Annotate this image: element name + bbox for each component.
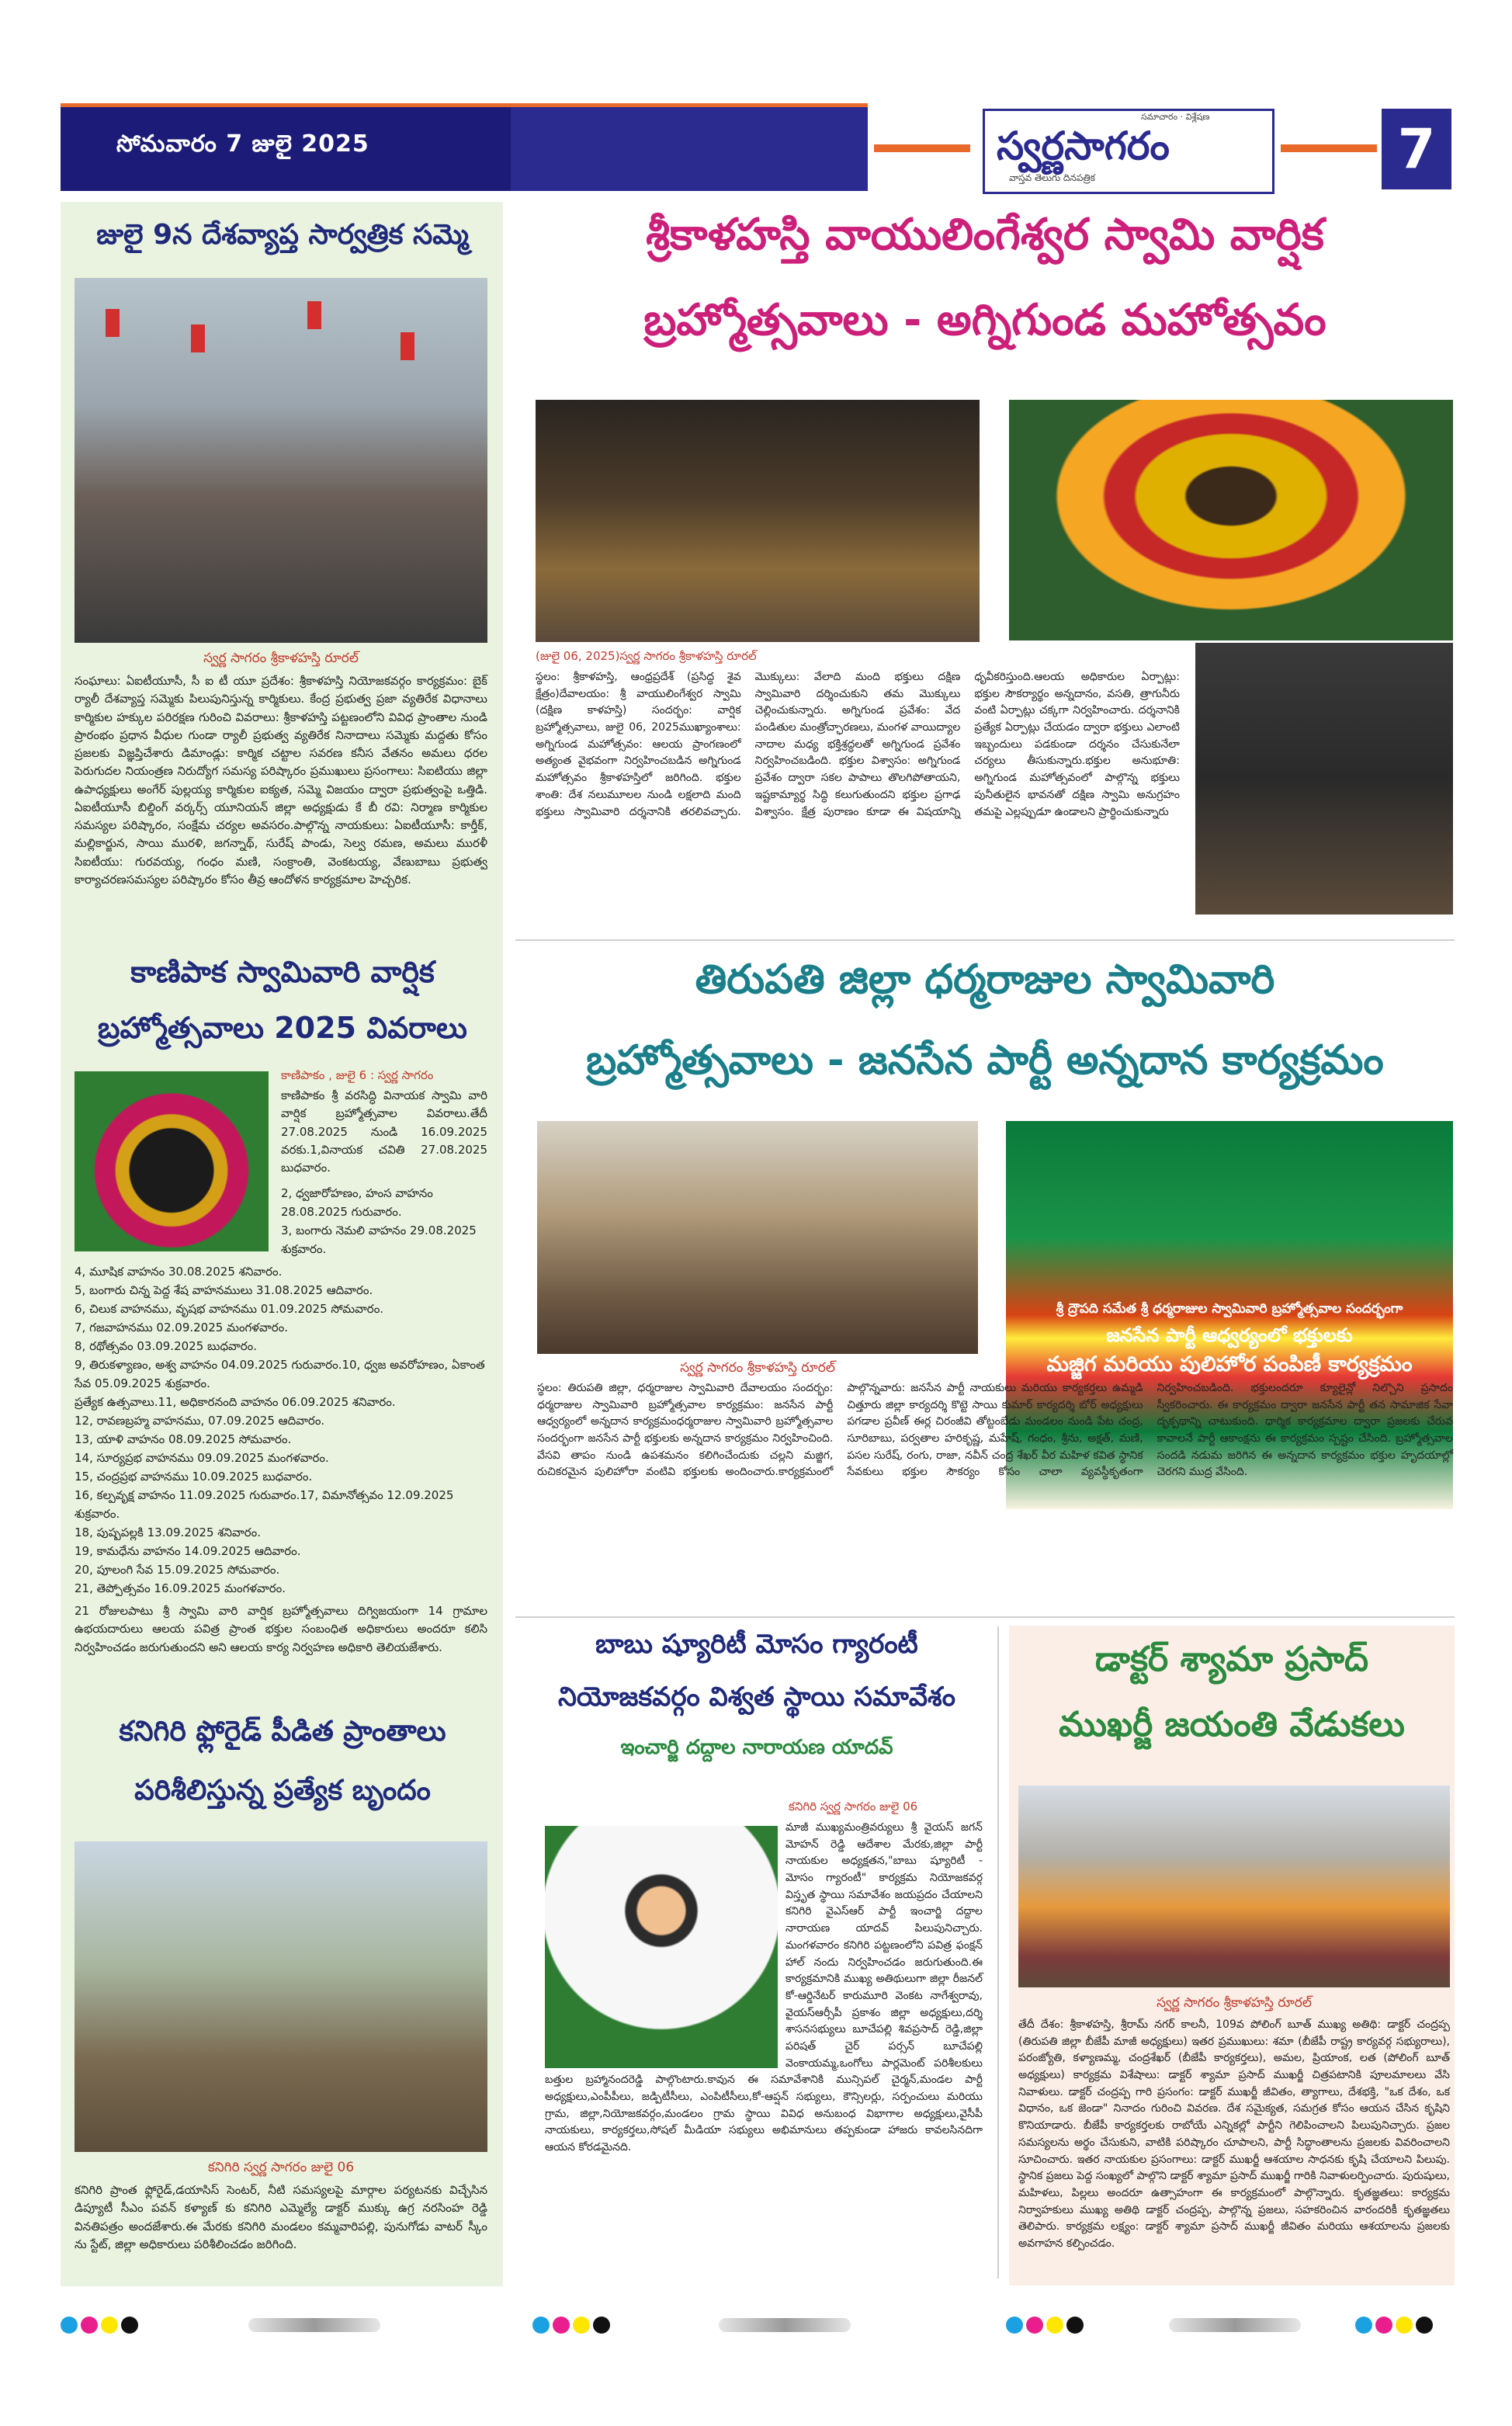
yellow-dot <box>1396 2317 1413 2334</box>
flag-icon <box>307 301 321 329</box>
mukherjee-body: తేదీ దేశం: శ్రీకాళహస్తి, శ్రీరామ్ నగర్ కాలనీ, 109వ పోలింగ్ బూత్ ముఖ్య అతిథి: డాక్టర్ చంద్రప్ప (తిరుపతి జిల్లా బీజేపీ మాజీ అధ్యక్షులు) ఇతర ప్రముఖులు: శమా (బీజేపీ రాష్ట్ర కార్యవర్గ సభ్యురాలు), పరంజ్యోతి, కళ్యాణమ్మ, చంద్రశేఖర్ (బీజేపీ కార్యకర్తలు), అమల, ప్రియాంక, లత (పోలింగ్ బూత్ అధ్యక్షులు) కార్యక్రమ విశేషాలు: డాక్టర్ శ్యామా ప్రసాద్ ముఖర్జీ చిత్రపటానికి పూలమాలలు వేసి నివాళులు. డాక్టర్ చంద్రప్ప గారి ప్రసంగం: డాక్టర్ ముఖర్జీ జీవితం, త్యాగాలు, దేశభక్తి, "ఒక దేశం, ఒక విధానం, ఒక జెండా" నినాదం గురించి వివరణ. దేశ సమైక్యత, సమగ్రత కోసం ఆయన చేసిన కృషిని కొనియాడారు. బీజేపీ కార్యకర్తలకు రాబోయే ఎన్నికల్లో పార్టీని గెలిపించాలని పిలుపునిచ్చారు. ప్రజల సమస్యలను అర్థం చేసుకుని, వాటికి పరిష్కారం చూపాలని, పార్టీ సిద్ధాంతాలను ప్రజలకు వివరించాలని సూచించారు. ఇతర నాయకుల ప్రసంగాలు: డాక్టర్ ముఖర్జీ ఆశయాల సాధనకు కృషి చేయాలని పిలుపు. స్థానిక ప్రజలు పెద్ద సంఖ్యలో పాల్గొని డాక్టర్ శ్యామా ప్రసాద్ ముఖర్జీ గారికి నివాళులర్పించారు. పురుషులు, మహిళలు, పిల్లలు అందరూ ఉత్సాహంగా ఈ కార్యక్రమంలో పాల్గొన్నారు. కృతజ్ఞతలు: కార్యక్రమ నిర్వాహకులు ముఖ్య అతిథి డాక్టర్ చంద్రప్ప, పాల్గొన్న ప్రజలు, సహకరించిన వారందరికీ కృతజ్ఞతలు తెలిపారు. కార్యక్రమ లక్ష్యం: డాక్టర్ శ్యామా ప్రసాద్ ముఖర్జీ జీవితం మరియు ఆశయాలను ప్రజలకు అవగాహన కల్పించడం. <box>1018 2018 1450 2250</box>
list-item: 19, కామధేను వాహనం 14.09.2025 ఆదివారం. <box>75 1544 301 1558</box>
cyan-dot <box>532 2317 550 2334</box>
list-item: 13, యాళి వాహనం 08.09.2025 సోమవారం. <box>75 1432 292 1446</box>
black-dot <box>593 2317 610 2334</box>
list-item: 21, తెప్పోత్సవం 16.09.2025 మంగళవారం. <box>75 1581 286 1595</box>
mukherjee-headline-2: ముఖర్జీ జయంతి వేడుకలు <box>1059 1705 1405 1744</box>
list-item: 6, చిలుక వాహనము, వృషభ వాహనము 01.09.2025 సోమవారం. <box>75 1302 384 1316</box>
srikalahasti-dateline: (జులై 06, 2025)స్వర్ణ సాగరం శ్రీకాళహస్తి రూరల్ <box>536 649 757 663</box>
section-divider <box>515 939 1455 941</box>
yellow-dot <box>1046 2317 1063 2334</box>
flag-icon <box>401 332 414 360</box>
masthead-tagline: సమాచారం · విశ్లేషణ <box>1141 112 1210 122</box>
masthead-title: స్వర్ణసాగరం <box>997 123 1170 168</box>
strike-headline: జులై 9న దేశవ్యాప్త సార్వత్రిక సమ్మె <box>96 219 469 251</box>
babu-headline-1: బాబు ష్యూరిటీ మోసం గ్యారంటీ <box>595 1629 918 1660</box>
black-dot <box>1416 2317 1433 2334</box>
strike-body: సంఘాలు: ఏఐటీయూసీ, సీ ఐ టీ యూ ప్రదేశం: శ్రీకాళహస్తి నియోజకవర్గం కార్యక్రమం: బైక్ ర్యాలీ దేశవ్యాప్త సమ్మెకు పిలుపునిస్తున్న కార్మికులు. కేంద్ర ప్రభుత్వ ప్రజా వ్యతిరేక విధానాలు కార్మికుల హక్కుల పరిరక్షణ గురించి వివరాలు: శ్రీకాళహస్తి పట్టణంలోని వివిధ ప్రాంతాల నుండి ప్రారంభం ప్రధాన వీధుల గుండా ర్యాలీ ప్రభుత్వ వ్యతిరేక నినాదాలు సమ్మెకు మద్దతు కోసం ప్రజలకు విజ్ఞప్తిచేశారు డిమాండ్లు: కార్మిక చట్టాల సవరణ కనీస వేతనం అమలు ధరల పెరుగుదల నియంత్రణ నిరుద్యోగ సమస్య పరిష్కారం ప్రముఖులు ప్రసంగాలు: సిఐటియు జిల్లా ఉపాధ్యక్షులు అంగేర్ పుల్లయ్య కార్మికుల ఐక్యత, సమ్మె విజయం ద్వారా ప్రభుత్వంపై ఒత్తిడి. ఏఐటీయూసీ బిల్డింగ్ వర్కర్స్ యూనియన్ జిల్లా అధ్యక్షుడు కే బీ రవి: నిర్మాణ కార్మికుల సమస్యల పరిష్కారం, సంక్షేమ చర్యల అవసరం.పాల్గొన్న నాయకులు: ఏఐటీయూసీ: కార్తీక్, మల్లికార్జున, సాయి మురళి, జగన్నాథ్, సురేష్ పాండు, సెల్వ రమణ, అమలు మురళీ సిఐటీయు: గురవయ్య, గంధం మణి, సంక్రాంతి, వెంకటయ్య, వేణుబాబు ప్రభుత్వ కార్యాచరణసమస్యల పరిష్కారం కోసం తీవ్ర ఆందోళన కార్యక్రమాల హెచ్చరిక. <box>75 674 487 887</box>
list-item: 9, తిరుకళ్యాణం, అశ్వ వాహనం 04.09.2025 గురువారం.10, ధ్వజ అవరోహణం, ఏకాంత సేవ 05.09.2025 శుక్రవారం. <box>75 1358 485 1390</box>
kanipakam-closing: 21 రోజులపాటు శ్రీ స్వామి వారి వార్షిక బ్రహ్మోత్సవాలు దిగ్విజయంగా 14 గ్రామాల ఉభయదారులు ఆలయ పవిత్ర ప్రాంత భక్తుల సంబంధిత అధికారులు అందరూ కలిసి నిర్వహించడం జరుగుతుందని అని ఆలయ కార్య నిర్వహణ అధికారి తెలియజేశారు. <box>75 1604 487 1654</box>
fire-walk-photo[interactable] <box>1195 643 1453 915</box>
list-item: 5, బంగారు చిన్న పెద్ద శేష వాహనములు 31.08.2025 ఆదివారం. <box>75 1283 373 1297</box>
gray-scale-bar <box>719 2318 851 2332</box>
page-number: 7 <box>1382 109 1451 189</box>
list-item: ప్రత్యేక ఉత్సవాలు.11, అధికారనంది వాహనం 06.09.2025 శనివారం. <box>75 1395 396 1409</box>
magenta-dot <box>1375 2317 1392 2334</box>
agnigunda-photo[interactable] <box>536 400 980 642</box>
list-item: 16, కల్పవృక్ష వాహనం 11.09.2025 గురువారం.17, విమానోత్సవం 12.09.2025 శుక్రవారం. <box>75 1488 454 1521</box>
mukherjee-caption: స్వర్ణ సాగరం శ్రీకాళహస్తి రూరల్ <box>1157 1995 1312 2011</box>
mukherjee-headline-1: డాక్టర్ శ్యామా ప్రసాద్ <box>1094 1640 1369 1679</box>
list-item: 14, సూర్యప్రభ వాహనము 09.09.2025 మంగళవారం. <box>75 1451 329 1465</box>
magenta-dot <box>81 2317 98 2334</box>
ganesha-photo[interactable] <box>75 1071 269 1251</box>
janasena-headline-1: తిరుపతి జిల్లా ధర్మరాజుల స్వామివారి <box>695 956 1275 1003</box>
registration-marks <box>0 2313 1512 2376</box>
gray-scale-bar <box>1169 2318 1301 2332</box>
masthead-subtitle: వాస్తవ తెలుగు దినపత్రిక <box>1009 172 1096 183</box>
kanigiri-inspection-photo[interactable] <box>75 1841 487 2152</box>
banner-line-3: మజ్జిగ మరియు పులిహోర పంపిణీ కార్యక్రమం <box>1046 1352 1413 1376</box>
cyan-dot <box>61 2317 78 2334</box>
flag-icon <box>191 325 205 352</box>
column-divider <box>997 1626 999 2278</box>
kanigiri-body: కనిగిరి ప్రాంత ఫ్లోరైడ్,డయాసిస్ సెంటర్, నీటి సమస్యలపై మార్గాల పర్యటనకు విచ్చేసిన డిప్యూటీ సీఎం పవన్ కళ్యాణ్ కు కనిగిరి ఎమ్మెల్యే డాక్టర్ ముక్కు ఉగ్ర నరసింహ రెడ్డి వినతిపత్రం అందజేశారు.ఈ మేరకు కనిగిరి మండలం కమ్మవారిపల్లి, పునుగోడు వాటర్ స్కీం ను స్టేట్, జిల్లా అధికారులు పరిశీలించడం జరిగింది. <box>75 2183 487 2251</box>
banner-line-1: శ్రీ ద్రౌపది సమేత శ్రీ ధర్మరాజుల స్వామివారి బ్రహ్మోత్సవాల సందర్భంగా <box>1056 1301 1403 1317</box>
kanipakam-dateline: కాణిపాకం , జులై 6 : స్వర్ణ సాగరం <box>281 1068 434 1082</box>
magenta-dot <box>553 2317 570 2334</box>
kanipakam-intro: కాణిపాకం శ్రీ వరసిద్ధి వినాయక స్వామి వారి వార్షిక బ్రహ్మోత్సవాల వివరాలు.తేదీ 27.08.2025 నుండి 16.09.2025 వరకు.1,వినాయక చవితి 27.08.2025 బుధవారం. <box>281 1088 487 1175</box>
mukherjee-tribute-photo[interactable] <box>1018 1786 1450 1987</box>
issue-date: సోమవారం 7 జులై 2025 <box>116 130 369 158</box>
babu-body-text: మాజీ ముఖ్యమంత్రివర్యులు శ్రీ వైయస్ జగన్ మోహన్ రెడ్డి ఆదేశాల మేరకు,జిల్లా పార్టీ నాయకుల అధ్యక్షతన,"బాబు ష్యూరిటీ - మోసం గ్యారంటీ" కార్యక్రమ నియోజకవర్గ విస్తృత స్థాయి సమావేశం జయప్రదం చేయాలని కనిగిరి వైఎస్ఆర్ పార్టీ ఇంచార్జి దద్దాల నారాయణ యాదవ్ పిలుపునిచ్చారు. మంగళవారం కనిగిరి పట్టణంలోని పవిత్ర ఫంక్షన్ హాల్ నందు నిర్వహించడం జరుగుతుంది.ఈ కార్యక్రమానికి ముఖ్య అతిథులుగా జిల్లా రీజనల్ కో-ఆర్డినేటర్ కారుమూరి వెంకట నాగేశ్వరావు, వైయస్ఆర్సీపీ ప్రకాశం జిల్లా అధ్యక్షులు,దర్శి శాసనసభ్యులు బూచేపల్లి శివప్రసాద్ రెడ్డి,జిల్లా పరిషత్ చైర్ పర్సన్ బూచేపల్లి వెంకాయమ్మ,ఒంగోలు పార్లమెంట్ పరిశీలకులు బత్తుల బ్రహ్మానందరెడ్డి పాల్గొంటారు.కావున ఈ సమావేశానికి మున్సిపల్ చైర్మన్,మండల పార్టీ అధ్యక్షులు,ఎంపీపీలు, జడ్పిటీసీలు, ఎంపిటీసీలు,కో-ఆప్షన్ సభ్యులు, కౌన్సిలర్లు, సర్పంచులు మరియు గ్రామ, జిల్లా,నియోజకవర్గం,మండలం గ్రామ స్థాయి వివిధ అనుబంధ విభాగాల అధ్యక్షులు,వైసీపీ నాయకులు, కార్యకర్తలు,సోషల్ మీడియా సభ్యులు అభిమానులు తప్పకుండా హాజరు కావలసినదిగా ఆయన కోరడమైనది. <box>545 1821 983 2154</box>
gray-scale-bar <box>248 2318 380 2332</box>
babu-subtitle: ఇంచార్జి దద్దాల నారాయణ యాదవ్ <box>620 1736 893 1759</box>
strike-caption: స్వర్ణ సాగరం శ్రీకాళహస్తి రూరల్ <box>203 651 359 666</box>
flag-icon <box>106 309 120 337</box>
kanigiri-headline-2: పరిశీలిస్తున్న ప్రత్యేక బృందం <box>134 1775 431 1806</box>
header-divider-right <box>1281 144 1377 152</box>
cyan-dot <box>1006 2317 1023 2334</box>
janasena-caption: స్వర్ణ సాగరం శ్రీకాళహస్తి రూరల్ <box>680 1360 835 1376</box>
janasena-body: స్థలం: తిరుపతి జిల్లా, ధర్మరాజుల స్వామివారి దేవాలయం సందర్భం: ధర్మరాజుల స్వామివారి బ్రహ్మోత్సవాల కార్యక్రమం: జనసేన పార్టీ ఆధ్వర్యంలో అన్నదాన కార్యక్రమంధర్మరాజుల స్వామివారి బ్రహ్మోత్సవాల సందర్భంగా జనసేన పార్టీ భక్తులకు అన్నదాన కార్యక్రమం నిర్వహించింది. వేసవి తాపం నుండి ఉపశమనం కలిగించేందుకు చల్లని మజ్జిగ, రుచికరమైన పులిహోరా వంటివి భక్తులకు అందించారు.కార్యక్రమంలో పాల్గొన్నవారు: జనసేన పార్టీ నాయకులు మరియు కార్యకర్తలు ఉమ్మడి చిత్తూరు జిల్లా కార్యదర్శి కొట్టె సాయి కుమార్ కార్యదర్శి బోర్ అధ్యక్షులు పగడాల ప్రవీణ్ ఈర్ల చిరంజీవి తోట్టంబేడు మండలం నుండి పేట చంద్ర, సూరిబాబు, పర్వతాల హరికృష్ణ, మహేష్, గంధం, శ్రీను, అక్షత్, మణి, పసల సురేష్, రంగు, రాజా, నవీన్ చంద్ర శేఖర్ వీర మహిళ కవిత స్థానిక సేవకులు భక్తుల సౌకర్యం కోసం చాలా వ్యవస్థీకృతంగా నిర్వహించబడింది. భక్తులందరూ క్యూలైన్లో నిల్చొని ప్రసాదం స్వీకరించారు. ఈ కార్యక్రమం ద్వారా జనసేన పార్టీ తన సామాజిక సేవా దృక్పథాన్ని చాటుకుంది. ధార్మిక కార్యక్రమాల ద్వారా ప్రజలకు చేరువ కావాలనే పార్టీ ఆకాంక్షను ఈ కార్యక్రమం స్పష్టం చేసింది. బ్రహ్మోత్సవాల సందడి నడుమ జరిగిన ఈ అన్నదాన కార్యక్రమం భక్తుల హృదయాల్లో చెరగని ముద్ర వేసింది. <box>537 1382 1453 1479</box>
header-divider-left <box>874 144 970 152</box>
kanipakam-headline-2: బ్రహ్మోత్సవాలు 2025 వివరాలు <box>98 1011 467 1045</box>
srikalahasti-body: స్థలం: శ్రీకాళహస్తి, ఆంధ్రప్రదేశ్ (ప్రసిద్ధ శైవ క్షేత్రం)దేవాలయం: శ్రీ వాయులింగేశ్వర స్వామి (దక్షిణ కాళహస్తి) సందర్భం: వార్షిక బ్రహ్మోత్సవాలు, జులై 06, 2025ముఖ్యాంశాలు: అగ్నిగుండ మహోత్సవం: ఆలయ ప్రాంగణంలో అత్యంత వైభవంగా నిర్వహించబడిన అగ్నిగుండ మహోత్సవం శ్రీకాళహస్తిలో జరిగింది. భక్తుల శాంతి: దేశ నలుమూలల నుండి లక్షలాది మంది భక్తులు స్వామివారి దర్శనానికి తరలివచ్చారు. మొక్కులు: వేలాది మంది భక్తులు దక్షిణ స్వామివారి దర్శించుకుని తమ మొక్కులు చెల్లించుకున్నారు. అగ్నిగుండ ప్రవేశం: వేద పండితుల మంత్రోచ్ఛారణలు, మంగళ వాయిద్యాల నాదాల మధ్య భక్తిశ్రద్ధలతో అగ్నిగుండ ప్రవేశం నిర్వహించబడింది. భక్తుల విశ్వాసం: అగ్నిగుండ ప్రవేశం ద్వారా సకల పాపాలు తొలగిపోతాయని, ఇష్టకామ్యార్థ సిద్ధి కలుగుతుందని భక్తుల ప్రగాఢ విశ్వాసం. క్షేత్ర పురాణం కూడా ఈ విషయాన్ని ధృవీకరిస్తుంది.ఆలయ అధికారుల ఏర్పాట్లు: భక్తుల సౌకర్యార్థం అన్నదానం, వసతి, త్రాగునీరు వంటి ఏర్పాట్లు చక్కగా నిర్వహించారు. దర్శనానికి ప్రత్యేక ఏర్పాట్లు చేయడం ద్వారా భక్తులు ఎలాంటి ఇబ్బందులు పడకుండా దర్శనం చేసుకునేలా చర్యలు తీసుకున్నారు.భక్తుల అనుభూతి: అగ్నిగుండ మహోత్సవంలో పాల్గొన్న భక్తులు పునీతులైన భావనతో దక్షిణ స్వామి అనుగ్రహం తమపై ఎల్లప్పుడూ ఉండాలని ప్రార్థించుకున్నారు <box>536 671 1180 818</box>
section-divider <box>515 1616 1455 1618</box>
yellow-dot <box>573 2317 590 2334</box>
babu-body <box>545 1820 983 2157</box>
list-item: 3, బంగారు నెమలి వాహనం 29.08.2025 శుక్రవారం. <box>281 1223 477 1256</box>
babu-dateline: కనిగిరి స్వర్ణ సాగరం జులై 06 <box>789 1800 918 1813</box>
black-dot <box>1066 2317 1084 2334</box>
kanipakam-headline-1: కాణిపాక స్వామివారి వార్షిక <box>130 955 435 989</box>
list-item: 2, ధ్వజారోహణం, హంస వాహనం 28.08.2025 గురువారం. <box>281 1186 433 1219</box>
list-item: 8, రథోత్సవం 03.09.2025 బుధవారం. <box>75 1339 258 1353</box>
deity-photo[interactable] <box>1009 400 1453 640</box>
kanigiri-headline-1: కనిగిరి ఫ్లోరైడ్ పీడిత ప్రాంతాలు <box>119 1716 446 1747</box>
kanigiri-caption: కనిగిరి స్వర్ణ సాగరం జులై 06 <box>207 2160 355 2175</box>
cyan-dot <box>1355 2317 1372 2334</box>
yellow-dot <box>101 2317 118 2334</box>
list-item: 4, మూషిక వాహనం 30.08.2025 శనివారం. <box>75 1265 283 1279</box>
list-item: 18, పుష్పపల్లకి 13.09.2025 శనివారం. <box>75 1525 262 1539</box>
janasena-headline-2: బ్రహ్మోత్సవాలు - జనసేన పార్టీ అన్నదాన కార్యక్రమం <box>586 1037 1384 1084</box>
kanipakam-schedule <box>75 1262 487 1657</box>
srikalahasti-headline-2: బ్రహ్మోత్సవాలు - అగ్నిగుండ మహోత్సవం <box>643 295 1326 345</box>
black-dot <box>121 2317 138 2334</box>
portrait-spacer <box>545 1820 785 2068</box>
magenta-dot <box>1026 2317 1043 2334</box>
list-item: 12, రావణబ్రహ్మ వాహనము, 07.09.2025 ఆదివారం. <box>75 1414 325 1428</box>
srikalahasti-headline-1: శ్రీకాళహస్తి వాయులింగేశ్వర స్వామి వార్షిక <box>646 210 1324 260</box>
list-item: 15, చంద్రప్రభ వాహనము 10.09.2025 బుధవారం. <box>75 1470 313 1484</box>
strike-rally-photo[interactable] <box>75 278 487 643</box>
list-item: 7, గజవాహనము 02.09.2025 మంగళవారం. <box>75 1321 288 1334</box>
banner-line-2: జనసేన పార్టీ ఆధ్వర్యంలో భక్తులకు <box>1106 1324 1353 1346</box>
kanipakam-schedule-top <box>281 1184 487 1258</box>
babu-headline-2: నియోజకవర్గం విశ్వత స్థాయి సమావేశం <box>558 1682 955 1713</box>
list-item: 20, పూలంగి సేవ 15.09.2025 సోమవారం. <box>75 1563 280 1577</box>
annadanam-photo[interactable] <box>537 1121 978 1354</box>
